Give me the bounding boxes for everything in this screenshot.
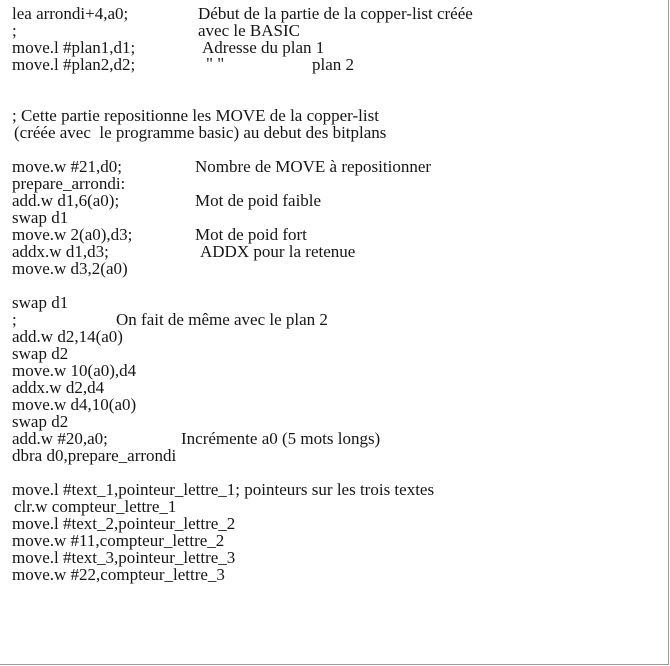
code-line: move.w #21,d0; <box>12 157 123 176</box>
code-line: swap d2 <box>12 344 69 363</box>
code-comment: Incrémente a0 (5 mots longs) <box>181 429 381 448</box>
code-line: lea arrondi+4,a0; <box>12 4 129 23</box>
code-comment: plan 2 <box>312 55 355 74</box>
code-line: prepare_arrondi: <box>12 174 126 193</box>
code-line: dbra d0,prepare_arrondi <box>12 446 177 465</box>
code-line: add.w d1,6(a0); <box>12 191 120 210</box>
code-comment: ADDX pour la retenue <box>200 242 356 261</box>
code-line: addx.w d1,d3; <box>12 242 109 261</box>
code-comment: Nombre de MOVE à repositionner <box>195 157 432 176</box>
code-comment: Début de la partie de la copper-list créée <box>198 4 473 23</box>
code-line: move.w #22,compteur_lettre_3 <box>12 565 225 584</box>
code-line: ; <box>12 21 17 40</box>
code-line: move.l #text_2,pointeur_lettre_2 <box>12 514 236 533</box>
code-line: move.w d4,10(a0) <box>12 395 137 414</box>
code-line: move.w 2(a0),d3; <box>12 225 133 244</box>
code-line: move.w 10(a0),d4 <box>12 361 137 380</box>
code-comment: Adresse du plan 1 <box>202 38 325 57</box>
code-line: add.w d2,14(a0) <box>12 327 123 346</box>
code-line: swap d1 <box>12 208 69 227</box>
code-line: move.l #text_1,pointeur_lettre_1; pointeurs sur les trois textes <box>12 480 435 499</box>
code-line: addx.w d2,d4 <box>12 378 105 397</box>
code-comment: On fait de même avec le plan 2 <box>116 310 328 329</box>
code-line: add.w #20,a0; <box>12 429 108 448</box>
code-comment: avec le BASIC <box>198 21 300 40</box>
ditto-mark: " " <box>206 54 225 73</box>
code-line: move.l #text_3,pointeur_lettre_3 <box>12 548 236 567</box>
code-line: swap d1 <box>12 293 69 312</box>
comment-line: (créée avec le programme basic) au debut des bitplans <box>14 123 387 142</box>
code-line: ; <box>12 310 17 329</box>
code-comment: Mot de poid fort <box>195 225 307 244</box>
code-line: swap d2 <box>12 412 69 431</box>
code-line: move.w d3,2(a0) <box>12 259 128 278</box>
comment-line: ; Cette partie repositionne les MOVE de la copper-list <box>12 106 379 125</box>
code-line: move.l #plan1,d1; <box>12 38 136 57</box>
code-line: move.w #11,compteur_lettre_2 <box>12 531 225 550</box>
code-comment: Mot de poid faible <box>195 191 322 210</box>
code-line: clr.w compteur_lettre_1 <box>14 497 177 516</box>
code-line: move.l #plan2,d2; <box>12 55 136 74</box>
